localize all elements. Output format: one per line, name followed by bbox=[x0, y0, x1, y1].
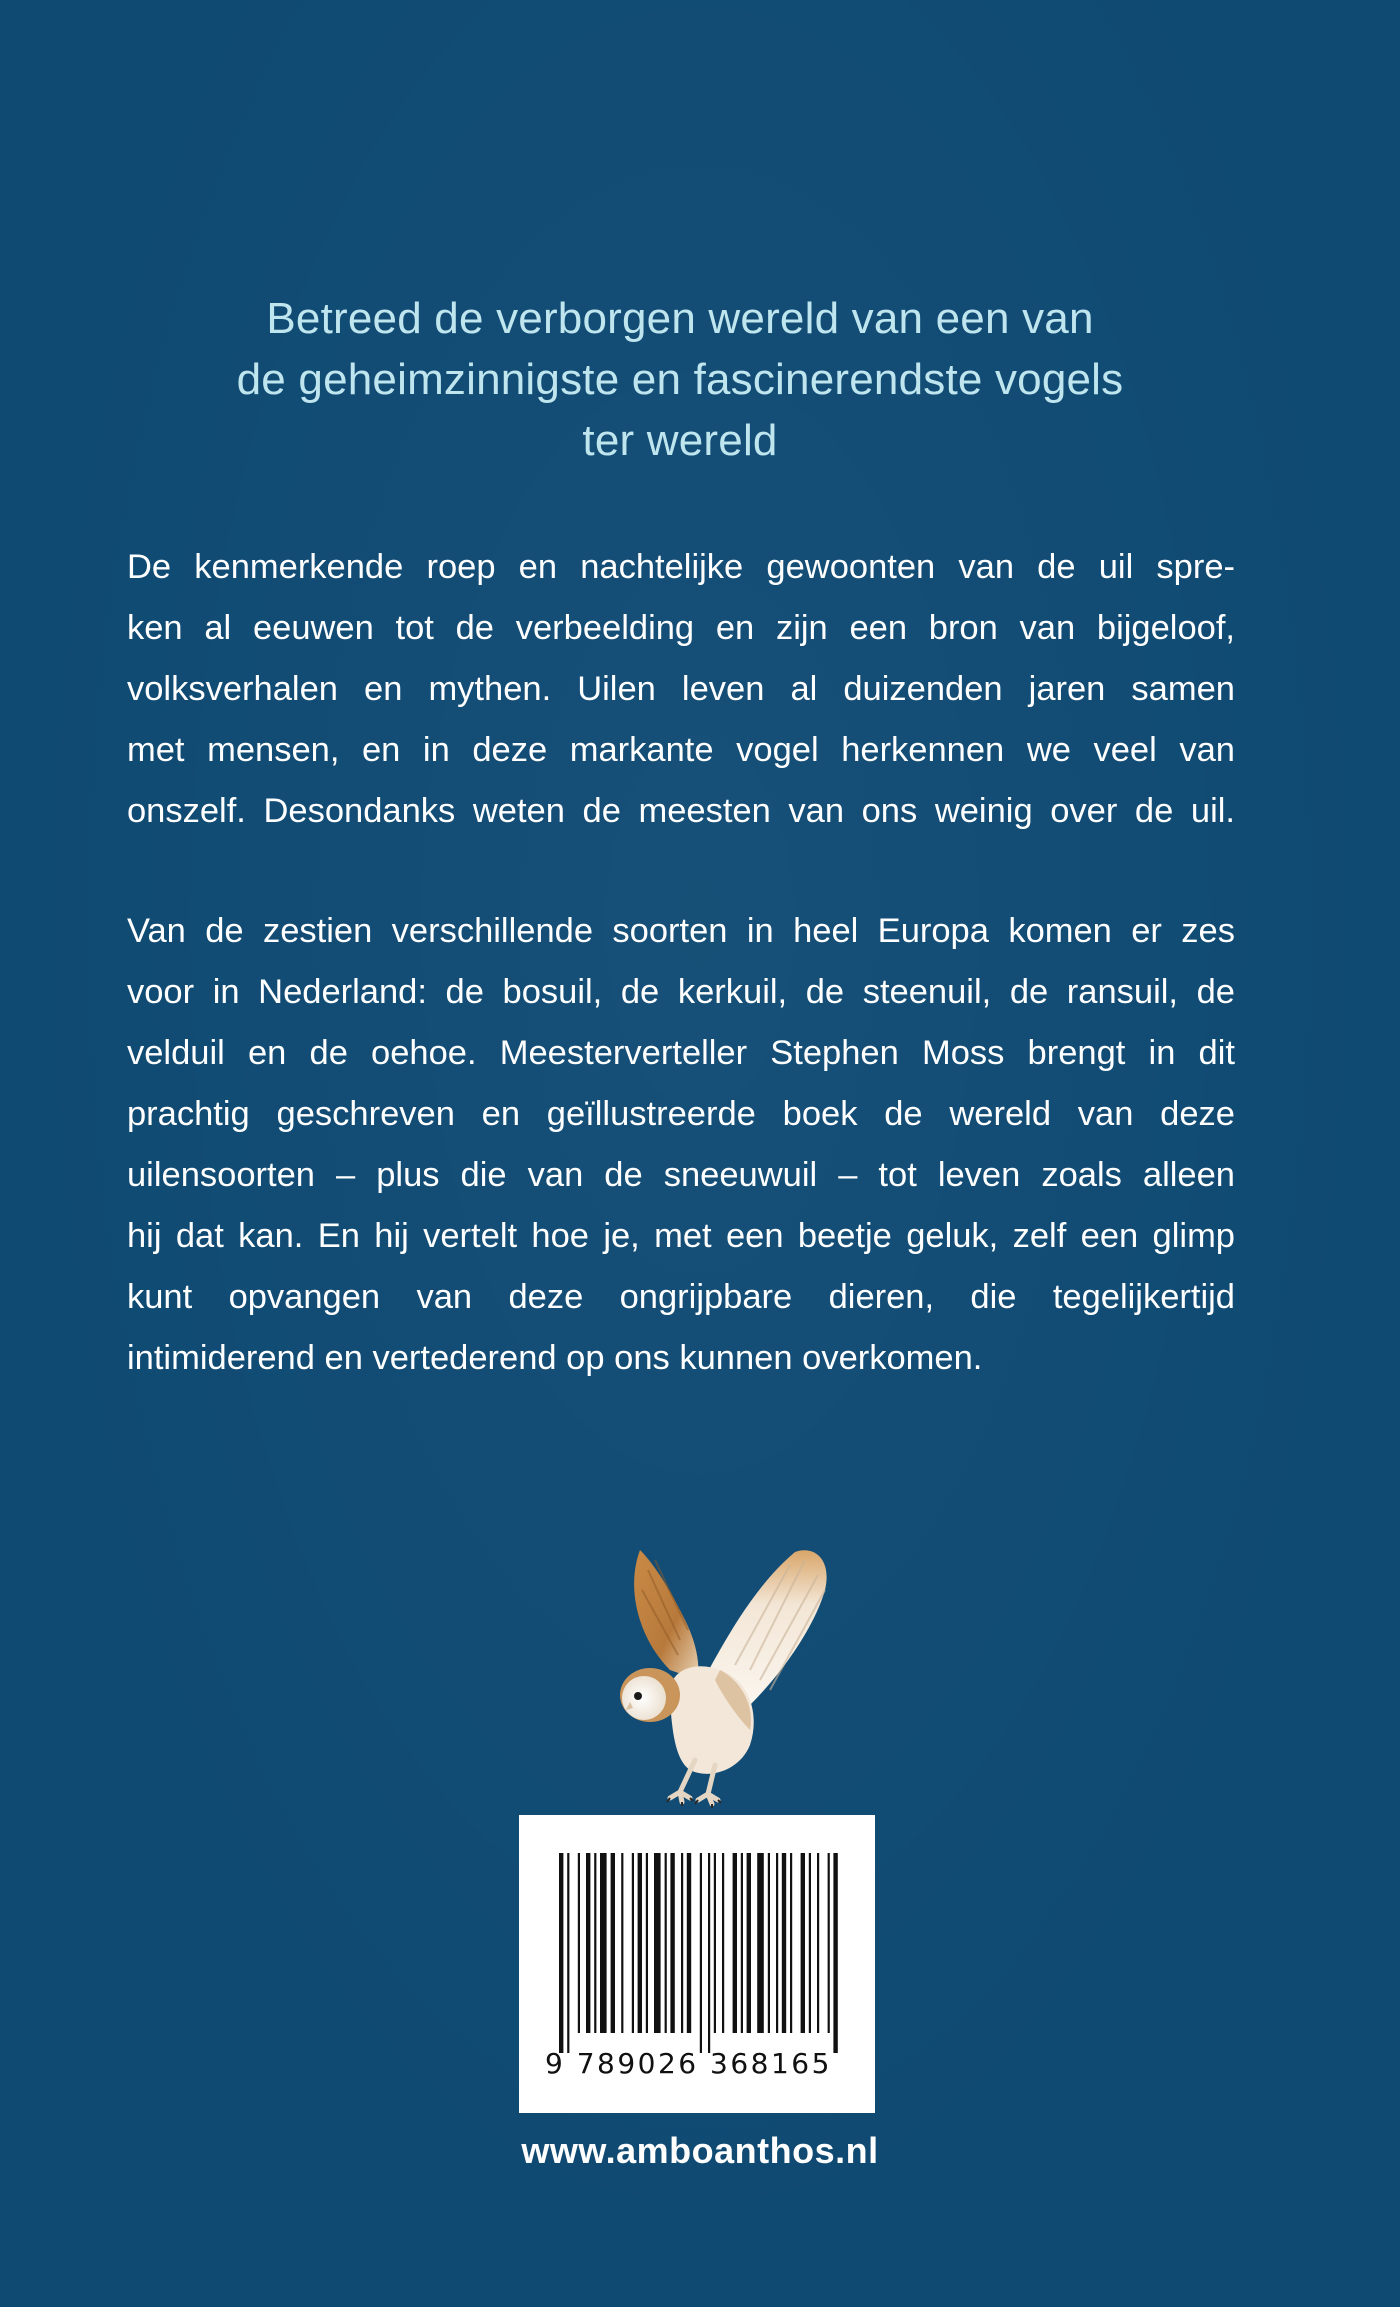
barcode-bar bbox=[733, 1853, 737, 2033]
barcode-bar bbox=[700, 1853, 702, 2053]
text-line: volksverhalen en mythen. Uilen leven al duizenden jaren samen bbox=[127, 670, 1235, 708]
barcode-bar bbox=[757, 1853, 764, 2033]
barn-owl-illustration bbox=[600, 1530, 840, 1810]
isbn-barcode bbox=[519, 1815, 875, 2113]
barcode-bar bbox=[594, 1853, 596, 2033]
barcode-bar bbox=[646, 1853, 648, 2033]
text-line: kunt opvangen van deze ongrijpbare dieren, die tegelijkertijd bbox=[127, 1278, 1235, 1316]
description-paragraph-1 bbox=[127, 537, 1235, 842]
barcode-bar bbox=[586, 1853, 590, 2033]
barcode-bar bbox=[638, 1853, 642, 2033]
barcode-bar bbox=[833, 1853, 837, 2053]
isbn-number: 9 789026 368165 bbox=[545, 2047, 832, 2080]
barcode-bar bbox=[708, 1853, 710, 2053]
text-line: De kenmerkende roep en nachtelijke gewoonten van de uil spre- bbox=[127, 548, 1235, 586]
barcode-bar bbox=[768, 1853, 770, 2033]
headline bbox=[150, 288, 1210, 471]
text-line: onszelf. Desondanks weten de meesten van ons weinig over de uil. bbox=[127, 792, 1235, 830]
text-line: Van de zestien verschillende soorten in heel Europa komen er zes bbox=[127, 912, 1235, 950]
text-line: voor in Nederland: de bosuil, de kerkuil, de steenuil, de ransuil, de bbox=[127, 973, 1235, 1011]
text-line: met mensen, en in deze markante vogel herkennen we veel van bbox=[127, 731, 1235, 769]
publisher-website[interactable]: www.amboanthos.nl bbox=[521, 2130, 879, 2171]
barcode-bar bbox=[567, 1853, 569, 2053]
headline-line: Betreed de verborgen wereld van een van bbox=[266, 294, 1094, 343]
text-line: intimiderend en vertederend op ons kunnen overkomen. bbox=[127, 1339, 983, 1377]
barcode-bar bbox=[681, 1853, 683, 2033]
text-line: velduil en de oehoe. Meesterverteller Stephen Moss brengt in dit bbox=[127, 1034, 1235, 1072]
barcode-bar bbox=[801, 1853, 805, 2033]
headline-line: ter wereld bbox=[582, 416, 778, 465]
barcode-bar bbox=[621, 1853, 623, 2033]
barcode-bar bbox=[782, 1853, 786, 2033]
text-line: uilensoorten – plus die van de sneeuwuil – tot leven zoals alleen bbox=[127, 1156, 1235, 1194]
description-paragraph-2 bbox=[127, 901, 1235, 1389]
text-line: ken al eeuwen tot de verbeelding en zijn een bron van bijgeloof, bbox=[127, 609, 1235, 647]
barcode-bar bbox=[654, 1853, 661, 2033]
text-line: prachtig geschreven en geïllustreerde boek de wereld van deze bbox=[127, 1095, 1235, 1133]
barcode-bar bbox=[600, 1853, 607, 2033]
barcode-bar bbox=[559, 1853, 563, 2053]
barcode-bar bbox=[714, 1853, 716, 2033]
barcode-bars bbox=[539, 1853, 855, 2063]
barcode-bar bbox=[809, 1853, 811, 2033]
barcode-bar bbox=[632, 1853, 634, 2033]
text-line: hij dat kan. En hij vertelt hoe je, met een beetje geluk, zelf een glimp bbox=[127, 1217, 1235, 1255]
barcode-bar bbox=[611, 1853, 615, 2033]
barcode-bar bbox=[828, 1853, 830, 2033]
barcode-bar bbox=[578, 1853, 580, 2033]
barcode-bar bbox=[817, 1853, 819, 2033]
barcode-bar bbox=[741, 1853, 743, 2033]
barcode-bar bbox=[670, 1853, 674, 2033]
barcode-bar bbox=[665, 1853, 667, 2033]
barcode-bar bbox=[722, 1853, 724, 2033]
barcode-bar bbox=[790, 1853, 792, 2033]
barcode-bar bbox=[747, 1853, 751, 2033]
headline-line: de geheimzinnigste en fascinerendste vogels bbox=[236, 355, 1124, 404]
barcode-bar bbox=[776, 1853, 778, 2033]
barcode-bar bbox=[687, 1853, 691, 2033]
